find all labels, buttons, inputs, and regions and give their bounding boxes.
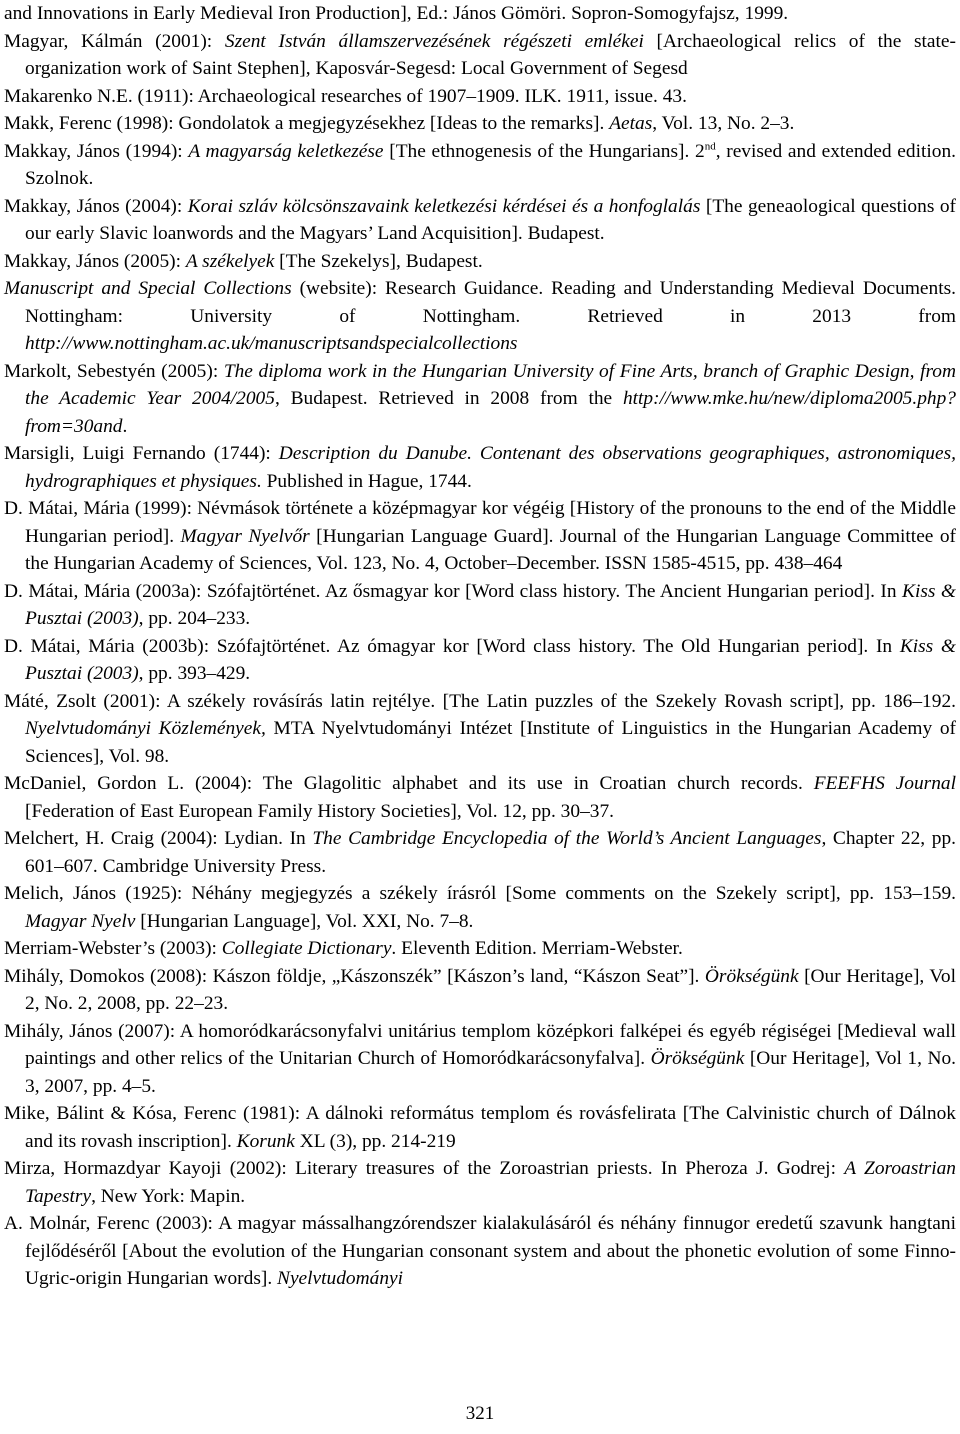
text-segment: McDaniel, Gordon L. (2004): The Glagolitic alphabet and its use in Croatian church records. — [4, 773, 814, 794]
text-segment: Mirza, Hormazdyar Kayoji (2002): Literary treasures of the Zoroastrian priests. In Pheroza J. Godrej: — [4, 1158, 845, 1179]
text-segment: [Our Heritage], Vol 2, No. 2, 2008, pp. 22–23. — [25, 965, 956, 1014]
text-segment: Mihály, János (2007): A homoródkarácsonyfalvi unitárius templom középkori falképei és egyéb régiségei [Medieval wall paintings and other relics of the Unitarian Church of Homoródkarácsonyfalva]. — [4, 1020, 956, 1069]
text-segment: D. Mátai, Mária (1999): Névmások története a középmagyar kor végéig [History of the pronouns to the end of the Middle Hungarian period]. — [4, 498, 956, 547]
italic-title: http://www.mke.hu/new/diploma2005.php?from=30and — [25, 388, 956, 437]
text-segment: [Our Heritage], Vol 1, No. 3, 2007, pp. 4–5. — [25, 1048, 956, 1097]
bib-entry-molnar-2003 — [4, 1210, 956, 1293]
text-segment: Markolt, Sebestyén (2005): — [4, 360, 224, 382]
superscript: nd — [704, 140, 716, 153]
text-segment: , Budapest. Retrieved in 2008 from the — [274, 388, 623, 409]
text-segment: Mike, Bálint & Kósa, Ferenc (1981): A dálnoki református templom és rovásfelirata [The Calvinistic church of Dálnok and its rovash inscription]. — [4, 1103, 956, 1152]
text-segment: , New York: Mapin. — [91, 1185, 246, 1207]
bib-entry-mihaly-2007 — [4, 1018, 956, 1101]
italic-title: Kiss & Pusztai (2003) — [25, 635, 956, 684]
italic-title: Magyar Nyelv — [25, 910, 136, 932]
italic-title: A magyarság keletkezése — [188, 140, 384, 162]
text-segment: [Hungarian Language], Vol. XXI, No. 7–8. — [135, 910, 474, 932]
italic-title: A Zoroastrian Tapestry — [25, 1158, 957, 1207]
text-segment: , revised and extended edition. Szolnok. — [25, 140, 956, 189]
text-segment: [Archaeological relics of the state-organization work of Saint Stephen], Kaposvár-Segesd: Local Government of Segesd — [25, 30, 956, 79]
bib-entry-mihaly-2008 — [4, 963, 956, 1018]
text-segment: Makk, Ferenc (1998): Gondolatok a megjegyzésekhez [Ideas to the remarks]. — [4, 113, 610, 134]
text-segment: A. Molnár, Ferenc (2003): A magyar mássalhangzórendszer kialakulásáról és néhány finnugor eredetű szavunk hangtani fejlődéséről [About the evolution of the Hungarian consonant system and about the phonetic evolution of some Finno-Ugric-origin Hungarian words]. — [4, 1213, 956, 1289]
text-segment: [The Szekelys], Budapest. — [274, 250, 483, 272]
bib-entry-merriam-2003 — [4, 935, 956, 963]
text-segment: and Innovations in Early Medieval Iron Production], Ed.: János Gömöri. Sopron-Somogyfajsz, 1999. — [4, 3, 789, 24]
italic-title: Kiss & Pusztai (2003) — [25, 580, 957, 629]
text-segment: Melich, János (1925): Néhány megjegyzés a székely írásról [Some comments on the Szekely script], pp. 153–159. — [4, 883, 956, 904]
italic-title: Magyar Nyelvőr — [180, 525, 310, 547]
text-segment: , pp. 393–429. — [138, 663, 251, 684]
text-segment: Marsigli, Luigi Fernando (1744): — [4, 443, 279, 464]
text-segment: Máté, Zsolt (2001): A székely rovásírás latin rejtélye. [The Latin puzzles of the Szekely Rovash script], pp. 186–192. — [4, 690, 956, 712]
italic-title: Nyelvtudományi Közlemények, — [25, 718, 266, 739]
italic-title: The Cambridge Encyclopedia of the World’s Ancient Languages — [312, 828, 822, 849]
bib-entry-melich-1925 — [4, 880, 956, 935]
text-segment: Makkay, János (1994): — [4, 140, 189, 162]
text-segment: Magyar, Kálmán (2001): — [4, 30, 225, 52]
page-number: 321 — [465, 1403, 495, 1424]
text-segment: Makkay, János (2004): — [4, 195, 188, 217]
italic-title: Nyelvtudományi — [277, 1268, 404, 1289]
italic-title: The diploma work in the Hungarian University of Fine Arts, branch of Graphic Design, from the Academic Year 2004/2005 — [25, 360, 956, 409]
italic-title: Manuscript and Special Collections — [4, 278, 292, 299]
bib-entry-matai-1999 — [4, 495, 956, 578]
bib-entry-makkay-2004 — [4, 193, 957, 248]
bib-entry-matai-2003a — [4, 578, 957, 633]
bib-entry-mcdaniel-2004 — [4, 770, 956, 825]
bib-entry-mate-2001 — [4, 688, 956, 771]
bib-entry-mirza-2002 — [4, 1155, 957, 1210]
italic-title: Korunk — [236, 1130, 295, 1152]
bib-entry-matai-2003b — [4, 633, 956, 688]
text-segment: , Vol. 13, No. 2–3. — [652, 113, 795, 134]
text-segment: Melchert, H. Craig (2004): Lydian. In — [4, 828, 313, 849]
bib-entry-makk-1998 — [4, 110, 956, 138]
text-segment: D. Mátai, Mária (2003a): Szófajtörténet. Az ősmagyar kor [Word class history. The Ancient Hungarian period]. In — [4, 580, 903, 602]
italic-title: Örökségünk — [704, 965, 799, 987]
text-segment: Published in Hague, 1744. — [261, 470, 472, 492]
text-segment: [Hungarian Language Guard]. Journal of the Hungarian Language Committee of the Hungarian Academy of Sciences, Vol. 123, No. 4, October–December. ISSN 1585-4515, pp. 438–464 — [25, 525, 956, 574]
bib-entry-makarenko-1911 — [4, 83, 956, 111]
bib-entry-magyar-2001 — [4, 28, 956, 83]
text-segment: Mihály, Domokos (2008): Kászon földje, „Kászonszék” [Kászon’s land, “Kászon Seat”]. — [4, 965, 705, 987]
italic-title: Korai szláv kölcsönszavaink keletkezési kérdései és a honfoglalás — [187, 195, 701, 217]
text-segment: , Chapter 22, pp. 601–607. Cambridge University Press. — [25, 828, 957, 877]
bib-entry-mike-1981 — [4, 1100, 956, 1155]
bib-entry-makkay-2005 — [4, 248, 956, 276]
italic-title: FEEFHS Journal — [813, 773, 956, 794]
text-segment: Merriam-Webster’s (2003): — [4, 938, 222, 959]
italic-title: http://www.nottingham.ac.uk/manuscriptsandspecialcollections — [25, 333, 518, 354]
bib-entry-gomori-cont — [4, 0, 956, 28]
italic-title: Collegiate Dictionary — [221, 938, 392, 959]
text-segment: [The geneaological questions of our early Slavic loanwords and the Magyars’ Land Acquisition]. Budapest. — [25, 195, 957, 244]
text-segment: D. Mátai, Mária (2003b): Szófajtörténet. Az ómagyar kor [Word class history. The Old Hungarian period]. In — [4, 635, 900, 657]
bib-entry-makkay-1994 — [4, 138, 956, 193]
text-segment: XL (3), pp. 214-219 — [294, 1130, 456, 1152]
text-segment: , pp. 204–233. — [138, 608, 251, 629]
italic-title: Aetas — [609, 113, 653, 134]
text-segment: Makkay, János (2005): — [4, 250, 186, 272]
text-segment: Makarenko N.E. (1911): Archaeological researches of 1907–1909. ILK. 1911, issue. 43. — [4, 85, 687, 107]
italic-title: Szent István államszervezésének régészeti emlékei — [224, 30, 644, 52]
text-segment: MTA Nyelvtudományi Intézet [Institute of Linguistics in the Hungarian Academy of Sciences], Vol. 98. — [25, 718, 956, 767]
text-segment: [The ethnogenesis of the Hungarians]. 2 — [383, 140, 705, 162]
bib-entry-markolt-2005 — [4, 358, 956, 441]
bib-entry-melchert-2004 — [4, 825, 957, 880]
bib-entry-marsigli-1744 — [4, 440, 956, 495]
italic-title: Örökségünk — [650, 1048, 745, 1069]
text-segment: (website): Research Guidance. Reading and Understanding Medieval Documents. Nottingham: University of Nottingham. Retrieved in 2013 from — [25, 278, 956, 327]
bib-entry-manuscript — [4, 275, 956, 358]
italic-title: A székelyek — [185, 250, 275, 272]
text-segment: [Federation of East European Family History Societies], Vol. 12, pp. 30–37. — [25, 800, 614, 822]
text-segment: . — [122, 415, 128, 437]
text-segment: . Eleventh Edition. Merriam-Webster. — [391, 938, 683, 959]
italic-title: Description du Danube. Contenant des observations geographiques, astronomiques, hydrographiques et physiques. — [25, 443, 956, 492]
